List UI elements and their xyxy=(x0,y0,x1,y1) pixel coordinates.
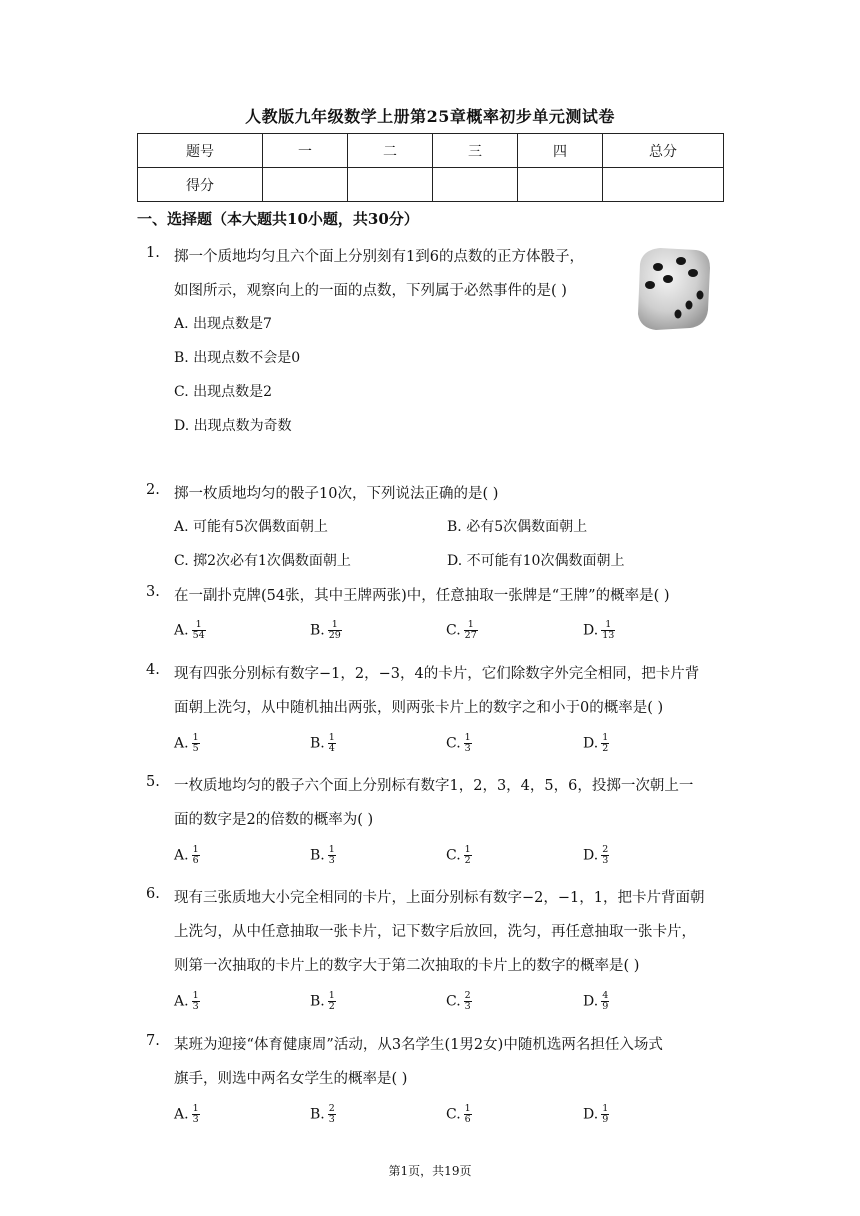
option-c[interactable] xyxy=(446,733,472,754)
option-letter: B. xyxy=(310,1106,325,1123)
option-letter: A. xyxy=(174,1106,189,1123)
fraction: $\frac{1}{4}$ xyxy=(328,732,335,754)
score-cell[interactable] xyxy=(433,168,518,202)
fraction: $\frac{1}{3}$ xyxy=(192,1103,199,1125)
page-footer: 第1页，共19页 xyxy=(388,1164,472,1178)
section-heading: 一、选择题（本大题共10小题，共30分） xyxy=(137,210,419,228)
question-stem-line: 面朝上洗匀，从中随机抽出两张，则两张卡片上的数字之和小于0的概率是( ) xyxy=(174,700,664,716)
option-letter: C. xyxy=(446,993,461,1010)
option-letter: A. xyxy=(174,847,189,864)
question-stem-line: 掷一个质地均匀且六个面上分别刻有1到6的点数的正方体骰子， xyxy=(174,249,584,265)
score-table-score-row xyxy=(138,168,724,202)
score-header-cell: 四 xyxy=(518,134,603,168)
question-stem-line: 一枚质地均匀的骰子六个面上分别标有数字1，2，3，4，5，6，投掷一次朝上一 xyxy=(174,778,694,794)
option-d[interactable] xyxy=(583,620,615,641)
option-c[interactable]: C. 掷2次必有1次偶数面朝上 xyxy=(174,553,351,569)
question-stem-line: 上洗匀，从中任意抽取一张卡片，记下数字后放回，洗匀，再任意抽取一张卡片， xyxy=(174,924,696,940)
option-letter: C. xyxy=(446,622,461,639)
page-title: 人教版九年级数学上册第25章概率初步单元测试卷 xyxy=(245,107,615,126)
score-header-cell: 三 xyxy=(433,134,518,168)
option-letter: D. xyxy=(583,735,599,752)
option-c[interactable] xyxy=(446,620,478,641)
fraction: $\frac{1}{3}$ xyxy=(192,990,199,1012)
question-number: 3. xyxy=(146,584,160,600)
question-stem-line: 某班为迎接“体育健康周”活动，从3名学生(1男2女)中随机选两名担任入场式 xyxy=(174,1037,663,1053)
fraction: $\frac{1}{2}$ xyxy=(328,990,335,1012)
score-header-cell: 二 xyxy=(348,134,433,168)
option-c[interactable] xyxy=(446,845,472,866)
option-letter: D. xyxy=(583,1106,599,1123)
option-a[interactable] xyxy=(174,620,206,641)
question-number: 1. xyxy=(146,245,160,261)
question-stem-line: 掷一枚质地均匀的骰子10次，下列说法正确的是( ) xyxy=(174,486,499,502)
question-number: 4. xyxy=(146,662,160,678)
score-cell[interactable] xyxy=(263,168,348,202)
question-stem-line: 现有四张分别标有数字−1，2，−3，4的卡片，它们除数字外完全相同，把卡片背 xyxy=(174,666,700,682)
option-letter: B. xyxy=(310,847,325,864)
option-letter: C. xyxy=(446,1106,461,1123)
fraction: $\frac{2}{3}$ xyxy=(464,990,471,1012)
option-b[interactable]: B. 出现点数不会是0 xyxy=(174,350,301,366)
option-letter: C. xyxy=(446,735,461,752)
score-header-cell: 题号 xyxy=(138,134,263,168)
option-c[interactable]: C. 出现点数是2 xyxy=(174,384,273,400)
option-b[interactable] xyxy=(310,1104,336,1125)
fraction: $\frac{1}{13}$ xyxy=(602,619,615,641)
fraction: $\frac{1}{9}$ xyxy=(602,1103,609,1125)
score-header-cell: 总分 xyxy=(603,134,724,168)
question-number: 2. xyxy=(146,482,160,498)
score-row-label: 得分 xyxy=(138,168,263,202)
question-stem-line: 面的数字是2的倍数的概率为( ) xyxy=(174,812,374,828)
option-a[interactable] xyxy=(174,733,200,754)
score-cell[interactable] xyxy=(348,168,433,202)
question-stem-line: 则第一次抽取的卡片上的数字大于第二次抽取的卡片上的数字的概率是( ) xyxy=(174,958,640,974)
option-letter: B. xyxy=(310,993,325,1010)
score-cell[interactable] xyxy=(603,168,724,202)
option-a[interactable]: A. 可能有5次偶数面朝上 xyxy=(174,519,328,535)
fraction: $\frac{1}{2}$ xyxy=(464,844,471,866)
option-letter: D. xyxy=(583,622,599,639)
option-d[interactable]: D. 出现点数为奇数 xyxy=(174,418,292,434)
question-stem-line: 如图所示，观察向上的一面的点数，下列属于必然事件的是( ) xyxy=(174,283,567,299)
option-letter: A. xyxy=(174,993,189,1010)
option-letter: A. xyxy=(174,735,189,752)
option-b[interactable] xyxy=(310,733,336,754)
fraction: $\frac{1}{3}$ xyxy=(328,844,335,866)
option-letter: B. xyxy=(310,622,325,639)
fraction: $\frac{2}{3}$ xyxy=(328,1103,335,1125)
question-number: 6. xyxy=(146,886,160,902)
question-number: 5. xyxy=(146,774,160,790)
option-a[interactable] xyxy=(174,1104,200,1125)
question-stem-line: 现有三张质地大小完全相同的卡片，上面分别标有数字−2，−1，1，把卡片背面朝 xyxy=(174,890,705,906)
option-a[interactable]: A. 出现点数是7 xyxy=(174,316,272,332)
option-b[interactable] xyxy=(310,845,336,866)
fraction: $\frac{1}{3}$ xyxy=(464,732,471,754)
fraction: $\frac{1}{6}$ xyxy=(192,844,199,866)
question-stem-line: 在一副扑克牌(54张，其中王牌两张)中，任意抽取一张牌是“王牌”的概率是( ) xyxy=(174,588,670,604)
fraction: $\frac{4}{9}$ xyxy=(602,990,609,1012)
option-d[interactable] xyxy=(583,991,609,1012)
fraction: $\frac{1}{29}$ xyxy=(328,619,341,641)
option-letter: C. xyxy=(446,847,461,864)
fraction: $\frac{1}{2}$ xyxy=(602,732,609,754)
option-c[interactable] xyxy=(446,1104,472,1125)
option-d[interactable]: D. 不可能有10次偶数面朝上 xyxy=(447,553,625,569)
option-c[interactable] xyxy=(446,991,472,1012)
score-cell[interactable] xyxy=(518,168,603,202)
dice-icon xyxy=(630,240,716,332)
fraction: $\frac{1}{27}$ xyxy=(464,619,477,641)
option-b[interactable] xyxy=(310,620,342,641)
score-table xyxy=(137,133,724,202)
fraction: $\frac{1}{6}$ xyxy=(464,1103,471,1125)
option-letter: B. xyxy=(310,735,325,752)
score-header-cell: 一 xyxy=(263,134,348,168)
question-number: 7. xyxy=(146,1033,160,1049)
option-a[interactable] xyxy=(174,845,200,866)
option-d[interactable] xyxy=(583,845,609,866)
option-b[interactable] xyxy=(310,991,336,1012)
option-d[interactable] xyxy=(583,1104,609,1125)
fraction: $\frac{2}{3}$ xyxy=(602,844,609,866)
fraction: $\frac{1}{5}$ xyxy=(192,732,199,754)
option-b[interactable]: B. 必有5次偶数面朝上 xyxy=(447,519,588,535)
score-table-header-row xyxy=(138,134,724,168)
option-a[interactable] xyxy=(174,991,200,1012)
question-stem-line: 旗手，则选中两名女学生的概率是( ) xyxy=(174,1071,408,1087)
fraction: $\frac{1}{54}$ xyxy=(192,619,205,641)
option-letter: D. xyxy=(583,993,599,1010)
option-d[interactable] xyxy=(583,733,609,754)
option-letter: D. xyxy=(583,847,599,864)
option-letter: A. xyxy=(174,622,189,639)
